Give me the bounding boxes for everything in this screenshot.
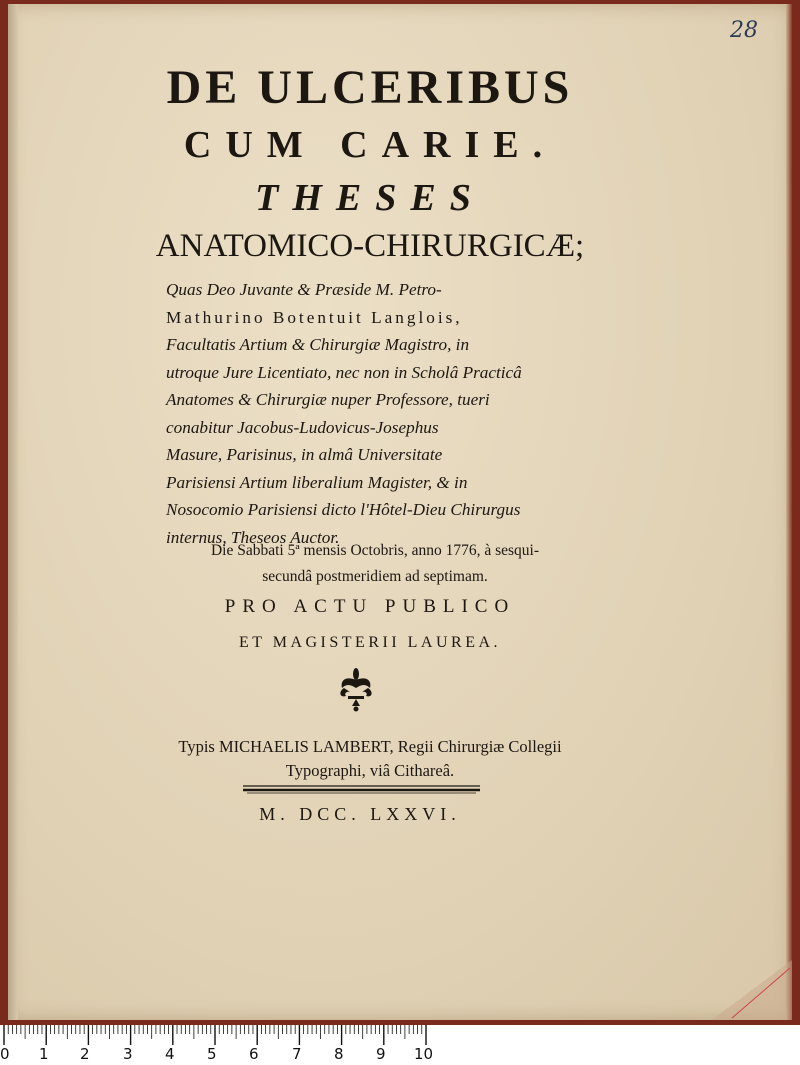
title-line-3: THESES xyxy=(255,177,485,219)
pro-actu-publico: PRO ACTU PUBLICO xyxy=(224,596,516,617)
title-line-4: ANATOMICO-CHIRURGICÆ; xyxy=(155,228,585,264)
ruler-number: 5 xyxy=(207,1045,217,1063)
page-spine xyxy=(8,4,18,1020)
imprint-year: M. DCC. LXXVI. xyxy=(259,804,461,824)
page-edge xyxy=(786,4,792,1020)
ruler-ticks xyxy=(0,1025,430,1047)
ruler-number: 1 xyxy=(39,1045,49,1063)
magisterii-laurea: ET MAGISTERII LAUREA. xyxy=(238,634,502,651)
ruler-number: 2 xyxy=(80,1045,90,1063)
imprint-line-2: Typographi, viâ Cithareâ. xyxy=(285,761,455,780)
title-line-2: CUM CARIE. xyxy=(183,124,557,166)
fleuron-icon xyxy=(336,666,376,712)
folio-number: 28 xyxy=(730,18,758,43)
ruler-number: 3 xyxy=(123,1045,133,1063)
body-line: Nosocomio Parisiensi dicto l'Hôtel-Dieu Chirurgus xyxy=(166,500,521,519)
ruler-number: 7 xyxy=(292,1045,302,1063)
body-line: Quas Deo Juvante & Præside M. Petro- xyxy=(166,280,442,299)
ruler-number: 8 xyxy=(334,1045,344,1063)
ruler-margin xyxy=(430,1025,800,1065)
body-line: Mathurino Botentuit Langlois, xyxy=(166,307,463,327)
imprint-line-1: Typis MICHAELIS LAMBERT, Regii Chirurgiæ Collegii xyxy=(178,737,562,756)
date-line-2: secundâ postmeridiem ad septimam. xyxy=(262,568,488,585)
title-line-1: DE ULCERIBUS xyxy=(166,61,574,114)
ruler-number: 6 xyxy=(249,1045,259,1063)
ruler-number: 4 xyxy=(165,1045,175,1063)
dedication-text xyxy=(166,276,580,551)
ruler-numbers xyxy=(0,1045,440,1065)
body-line: internus, Theseos Auctor. xyxy=(166,527,340,547)
ruler-number: 9 xyxy=(376,1045,386,1063)
ruler-number: 10 xyxy=(414,1045,434,1063)
body-line: conabitur Jacobus-Ludovicus-Josephus xyxy=(166,417,439,437)
body-line: Parisiensi Artium liberalium Magister, & in xyxy=(166,472,468,492)
double-rule xyxy=(243,783,480,795)
body-line: utroque Jure Licentiato, nec non in Scholâ Practicâ xyxy=(166,362,522,382)
folded-corner xyxy=(712,960,792,1020)
ruler-number: 0 xyxy=(0,1045,10,1063)
body-line: Facultatis Artium & Chirurgiæ Magistro, in xyxy=(166,335,470,354)
defense-date xyxy=(160,538,590,590)
body-line: Anatomes & Chirurgiæ nuper Professore, tueri xyxy=(166,390,490,409)
date-line-1: Die Sabbati 5ª mensis Octobris, anno 1776, à sesqui- xyxy=(210,542,539,559)
imprint xyxy=(130,735,610,783)
body-line: Masure, Parisinus, in almâ Universitate xyxy=(166,445,443,464)
